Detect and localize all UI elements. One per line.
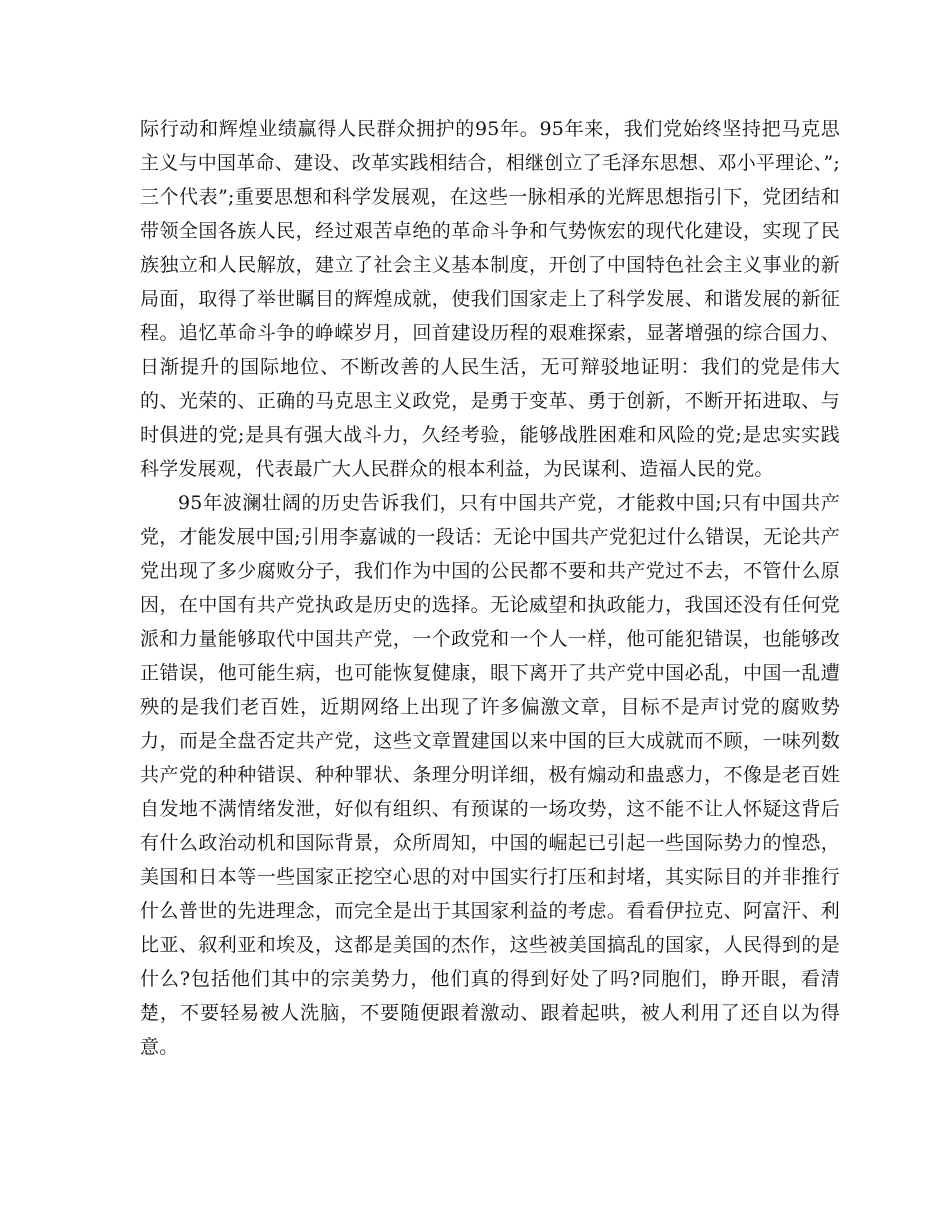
paragraph-1: 际行动和辉煌业绩赢得人民群众拥护的95年。95年来，我们党始终坚持把马克思主义与中国革命、建设、改革实践相结合，相继创立了毛泽东思想、邓小平理论、”;三个代表”;重要思想和科学发展观，在这些一脉相承的光辉思想指引下，党团结和带领全国各族人民，经过艰苦卓绝的革命斗争和气势恢宏的现代化建设，实现了民族独立和人民解放，建立了社会主义基本制度，开创了中国特色社会主义事业的新局面，取得了举世瞩目的辉煌成就，使我们国家走上了科学发展、和谐发展的新征程。追忆革命斗争的峥嵘岁月，回首建设历程的艰难探索，显著增强的综合国力、日渐提升的国际地位、不断改善的人民生活，无可辩驳地证明：我们的党是伟大的、光荣的、正确的马克思主义政党，是勇于变革、勇于创新，不断开拓进取、与时俱进的党;是具有强大战斗力，久经考验，能够战胜困难和风险的党;是忠实实践科学发展观，代表最广大人民群众的根本利益，为民谋利、造福人民的党。	[140, 118, 840, 480]
paragraph-2: 95年波澜壮阔的历史告诉我们，只有中国共产党，才能救中国;只有中国共产党，才能发展中国;引用李嘉诚的一段话：无论中国共产党犯过什么错误，无论共产党出现了多少腐败分子，我们作为中国的公民都不要和共产党过不去，不管什么原因，在中国有共产党执政是历史的选择。无论威望和执政能力，我国还没有任何党派和力量能够取代中国共产党，一个政党和一个人一样，他可能犯错误，也能够改正错误，他可能生病，也可能恢复健康，眼下离开了共产党中国必乱，中国一乱遭殃的是我们老百姓，近期网络上出现了许多偏激文章，目标不是声讨党的腐败势力，而是全盘否定共产党，这些文章置建国以来中国的巨大成就而不顾，一味列数共产党的种种错误、种种罪状、条理分明详细，极有煽动和蛊惑力，不像是老百姓自发地不满情绪发泄，好似有组织、有预谋的一场攻势，这不能不让人怀疑这背后有什么政治动机和国际背景，众所周知，中国的崛起已引起一些国际势力的惶恐，美国和日本等一些国家正挖空心思的对中国实行打压和封堵，其实际目的并非推行什么普世的先进理念，而完全是出于其国家利益的考虑。看看伊拉克、阿富汗、利比亚、叙利亚和埃及，这都是美国的杰作，这些被美国搞乱的国家，人民得到的是什么?包括他们其中的宗美势力，他们真的得到好处了吗?同胞们，睁开眼，看清楚，不要轻易被人洗脑，不要随便跟着激动、跟着起哄，被人利用了还自以为得意。	[140, 492, 840, 1058]
body-text	[140, 112, 840, 1064]
